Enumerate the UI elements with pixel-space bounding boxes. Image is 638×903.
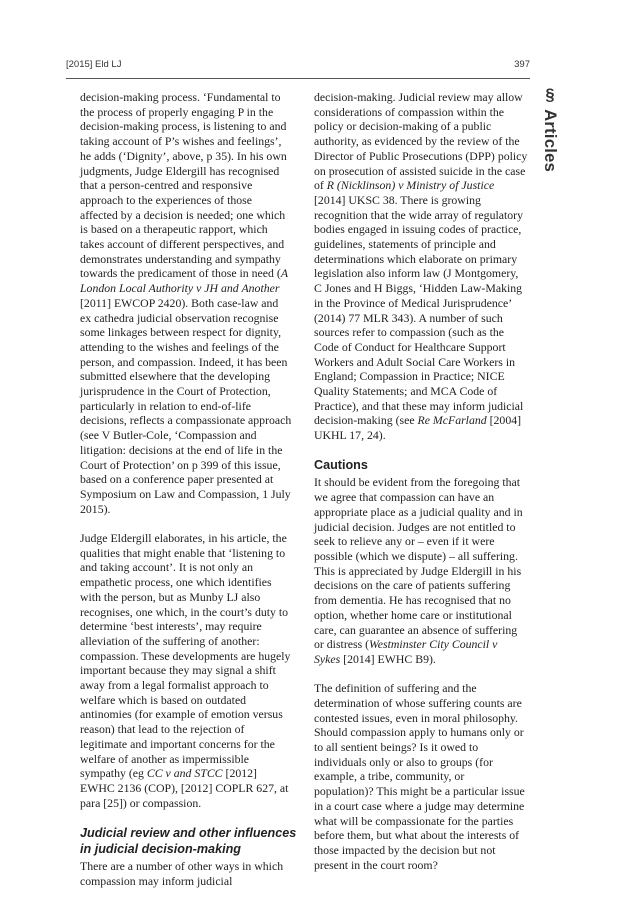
text-line: particularly in relation to end-of-life bbox=[80, 398, 251, 413]
paragraph bbox=[314, 681, 542, 872]
section-heading bbox=[80, 825, 308, 857]
text-line: alleviation of the suffering of another: bbox=[80, 633, 260, 648]
text-line: Practice), and that these may inform judicial bbox=[314, 398, 524, 413]
text-line: possible (which we dispute) – all suffering. bbox=[314, 548, 518, 563]
text-line: important because they may signal a shift bbox=[80, 663, 276, 678]
text-line: bodies engaged in issuing codes of practice, bbox=[314, 222, 522, 237]
text-line: and taking account’. It is not only an bbox=[80, 560, 253, 575]
heading-line: in judicial decision-making bbox=[80, 841, 241, 856]
text-segment: towards the predicament of those in need ( bbox=[80, 266, 281, 281]
text-line: care, can guarantee an absence of suffering bbox=[314, 622, 518, 637]
text-segment: of bbox=[314, 178, 327, 193]
text-line: judicial decision. Judges are not entitled to bbox=[314, 519, 516, 534]
section-symbol: § bbox=[541, 86, 559, 105]
section-heading: Cautions bbox=[314, 458, 368, 473]
section-tab bbox=[540, 86, 560, 186]
text-line: decision-making process, is listening to and bbox=[80, 119, 287, 134]
text-line: those impacted by the decision but not bbox=[314, 842, 496, 857]
text-line: is based on a therapeutic rapport, which bbox=[80, 222, 268, 237]
text-line: [2011] EWCOP 2420). Both case-law and bbox=[80, 295, 279, 310]
text-line: demonstrates understanding and sympathy bbox=[80, 251, 281, 266]
text-line: takes account of different perspectives, and bbox=[80, 237, 285, 252]
case-name: Sykes bbox=[314, 651, 341, 666]
text-line: welfare of another as impermissible bbox=[80, 751, 250, 766]
text-line: considerations of compassion within the bbox=[314, 104, 505, 119]
case-name: Westminster City Council v bbox=[369, 637, 498, 652]
text-line bbox=[80, 766, 308, 781]
text-line: option, whether home care or institutional bbox=[314, 607, 512, 622]
text-line: submitted elsewhere that the developing bbox=[80, 369, 271, 384]
text-line: decision-making. Judicial review may allow bbox=[314, 90, 523, 104]
text-line: Director of Public Prosecutions (DPP) policy bbox=[314, 148, 528, 163]
running-header bbox=[66, 59, 530, 73]
text-line: The definition of suffering and the bbox=[314, 681, 477, 696]
text-line: affected by a decision is needed; one which bbox=[80, 207, 286, 222]
text-line: contested issues, even in moral philosophy. bbox=[314, 710, 519, 725]
text-line: determine ‘best interests’, may require bbox=[80, 619, 262, 634]
text-line: example, a tribe, community, or bbox=[314, 769, 465, 784]
text-line: population)? This might be a particular issue bbox=[314, 784, 525, 799]
text-line: we agree that compassion can have an bbox=[314, 490, 495, 505]
text-line: seek to relieve any or – even if it were bbox=[314, 534, 495, 549]
text-line: C Jones and H Biggs, ‘Hidden Law-Making bbox=[314, 281, 523, 296]
text-line: authority, as evidenced by the review of the bbox=[314, 134, 520, 149]
text-line: jurisprudence in the Court of Protection, bbox=[80, 384, 271, 399]
paragraph bbox=[80, 531, 308, 810]
text-line bbox=[314, 652, 542, 667]
right-column bbox=[314, 90, 542, 887]
text-line: It should be evident from the foregoing that bbox=[314, 475, 521, 490]
text-segment: [2012] bbox=[222, 766, 257, 781]
text-line: attending to the wishes and feelings of the bbox=[80, 339, 279, 354]
text-line bbox=[314, 637, 542, 652]
text-line: para [25]) or compassion. bbox=[80, 795, 202, 810]
case-name: R (Nicklinson) v Ministry of Justice bbox=[326, 178, 495, 193]
text-line bbox=[314, 413, 542, 428]
heading-line: Judicial review and other influences bbox=[80, 825, 297, 840]
section-label: Articles bbox=[541, 109, 559, 173]
text-line: decisions, reflects a compassionate approach bbox=[80, 413, 292, 428]
text-line: taking account of P’s wishes and feelings’, bbox=[80, 134, 282, 149]
header-rule bbox=[66, 78, 530, 79]
text-line: Code of Conduct for Healthcare Support bbox=[314, 339, 506, 354]
text-segment: or distress ( bbox=[314, 637, 370, 652]
text-line: Workers and Adult Social Care Workers in bbox=[314, 354, 516, 369]
text-line: Quality Statements; and MCA Code of bbox=[314, 384, 498, 399]
text-line: legitimate and important concerns for the bbox=[80, 736, 275, 751]
text-line: antinomies (for example of emotion versus bbox=[80, 707, 283, 722]
page-number: 397 bbox=[514, 59, 530, 70]
text-line: approach to the experiences of those bbox=[80, 192, 252, 207]
paragraph bbox=[314, 475, 542, 666]
paragraph bbox=[314, 90, 542, 443]
text-line: litigation: decisions at the end of life in the bbox=[80, 442, 283, 457]
text-line: [2014] UKSC 38. There is growing bbox=[314, 192, 481, 207]
text-line: There are a number of other ways in which bbox=[80, 858, 284, 873]
case-name: Re McFarland bbox=[417, 413, 487, 428]
text-segment: [2004] bbox=[486, 413, 522, 428]
text-line: decision-making process. ‘Fundamental to bbox=[80, 90, 281, 104]
text-line: England; Compassion in Practice; NICE bbox=[314, 369, 505, 384]
text-line: he adds (‘Dignity’, above, p 35). In his own bbox=[80, 148, 287, 163]
text-line: (see V Butler-Cole, ‘Compassion and bbox=[80, 428, 257, 443]
text-line: This is appreciated by Judge Eldergill in his bbox=[314, 563, 522, 578]
text-line: determination of whose suffering counts are bbox=[314, 695, 522, 710]
text-line: in a court case where a judge may determine bbox=[314, 798, 525, 813]
text-line: welfare which is based on outdated bbox=[80, 692, 247, 707]
text-line: individuals only or also to groups (for bbox=[314, 754, 493, 769]
text-line: away from a legal formalist approach to bbox=[80, 678, 269, 693]
text-line: reason) that lead to the rejection of bbox=[80, 722, 245, 737]
text-line: UKHL 17, 24). bbox=[314, 428, 386, 443]
text-line: present in the court room? bbox=[314, 857, 438, 872]
text-line: person, and compassion. Indeed, it has been bbox=[80, 354, 288, 369]
text-segment: [2014] EWHC B9). bbox=[340, 651, 436, 666]
text-line: with the person, but as Munby LJ also bbox=[80, 589, 261, 604]
text-line bbox=[80, 266, 308, 281]
text-line: Symposium on Law and Compassion, 1 July bbox=[80, 486, 291, 501]
text-line: (2014) 77 MLR 343). A number of such bbox=[314, 310, 503, 325]
text-line: before them, but what about the interests of bbox=[314, 828, 520, 843]
text-line: ex cathedra judicial observation recognise bbox=[80, 310, 279, 325]
text-line: Should compassion apply to humans only or bbox=[314, 725, 524, 740]
text-line: on prosecution of assisted suicide in the case bbox=[314, 163, 526, 178]
text-segment: sympathy (eg bbox=[80, 766, 147, 781]
text-line: compassion. These developments are hugely bbox=[80, 648, 291, 663]
journal-citation: [2015] Eld LJ bbox=[66, 59, 122, 70]
case-name: CC v and STCC bbox=[146, 766, 223, 781]
text-line: from dementia. He has recognised that no bbox=[314, 593, 511, 608]
paragraph bbox=[80, 859, 308, 888]
paragraph bbox=[80, 90, 308, 516]
text-line: what will be compassionate for the parties bbox=[314, 813, 514, 828]
text-line: some linkages between respect for dignity, bbox=[80, 325, 282, 340]
text-segment: decision-making (see bbox=[314, 413, 418, 428]
text-line: policy or decision-making of a public bbox=[314, 119, 492, 134]
text-line: based on a conference paper presented at bbox=[80, 472, 274, 487]
text-line: qualities that might enable that ‘listening to bbox=[80, 545, 286, 560]
text-line: judgments, Judge Eldergill has recognised bbox=[80, 163, 280, 178]
text-line: recognition that the wide array of regulatory bbox=[314, 207, 523, 222]
text-line: compassion may inform judicial bbox=[80, 873, 233, 888]
text-line: Judge Eldergill elaborates, in his article, the bbox=[80, 530, 287, 545]
text-line: recognises, one which, in the court’s duty to bbox=[80, 604, 289, 619]
text-line: determinations which elaborate on primary bbox=[314, 251, 518, 266]
text-line: Court of Protection’ on p 399 of this issue, bbox=[80, 457, 281, 472]
left-column bbox=[80, 90, 308, 903]
text-line: guidelines, statements of principle and bbox=[314, 237, 496, 252]
text-line: that a person-centred and responsive bbox=[80, 178, 253, 193]
text-line: empathetic process, one which identifies bbox=[80, 575, 272, 590]
text-line: 2015). bbox=[80, 501, 111, 516]
section-tab-text bbox=[540, 86, 559, 172]
text-line: the process of properly engaging P in the bbox=[80, 104, 274, 119]
text-line: decisions on the care of patients suffering bbox=[314, 578, 511, 593]
case-name: A bbox=[280, 266, 289, 281]
text-line: legislation also inform law (J Montgomery, bbox=[314, 266, 519, 281]
text-line: to all sentient beings? Is it owed to bbox=[314, 740, 479, 755]
text-line: EWHC 2136 (COP), [2012] COPLR 627, at bbox=[80, 780, 289, 795]
text-line: appropriate place as a judicial quality and in bbox=[314, 504, 523, 519]
text-line bbox=[314, 178, 542, 193]
text-line: in the Province of Medical Jurisprudence’ bbox=[314, 295, 513, 310]
text-line: sources refer to compassion (such as the bbox=[314, 325, 505, 340]
case-name: London Local Authority v JH and Another bbox=[80, 281, 280, 296]
